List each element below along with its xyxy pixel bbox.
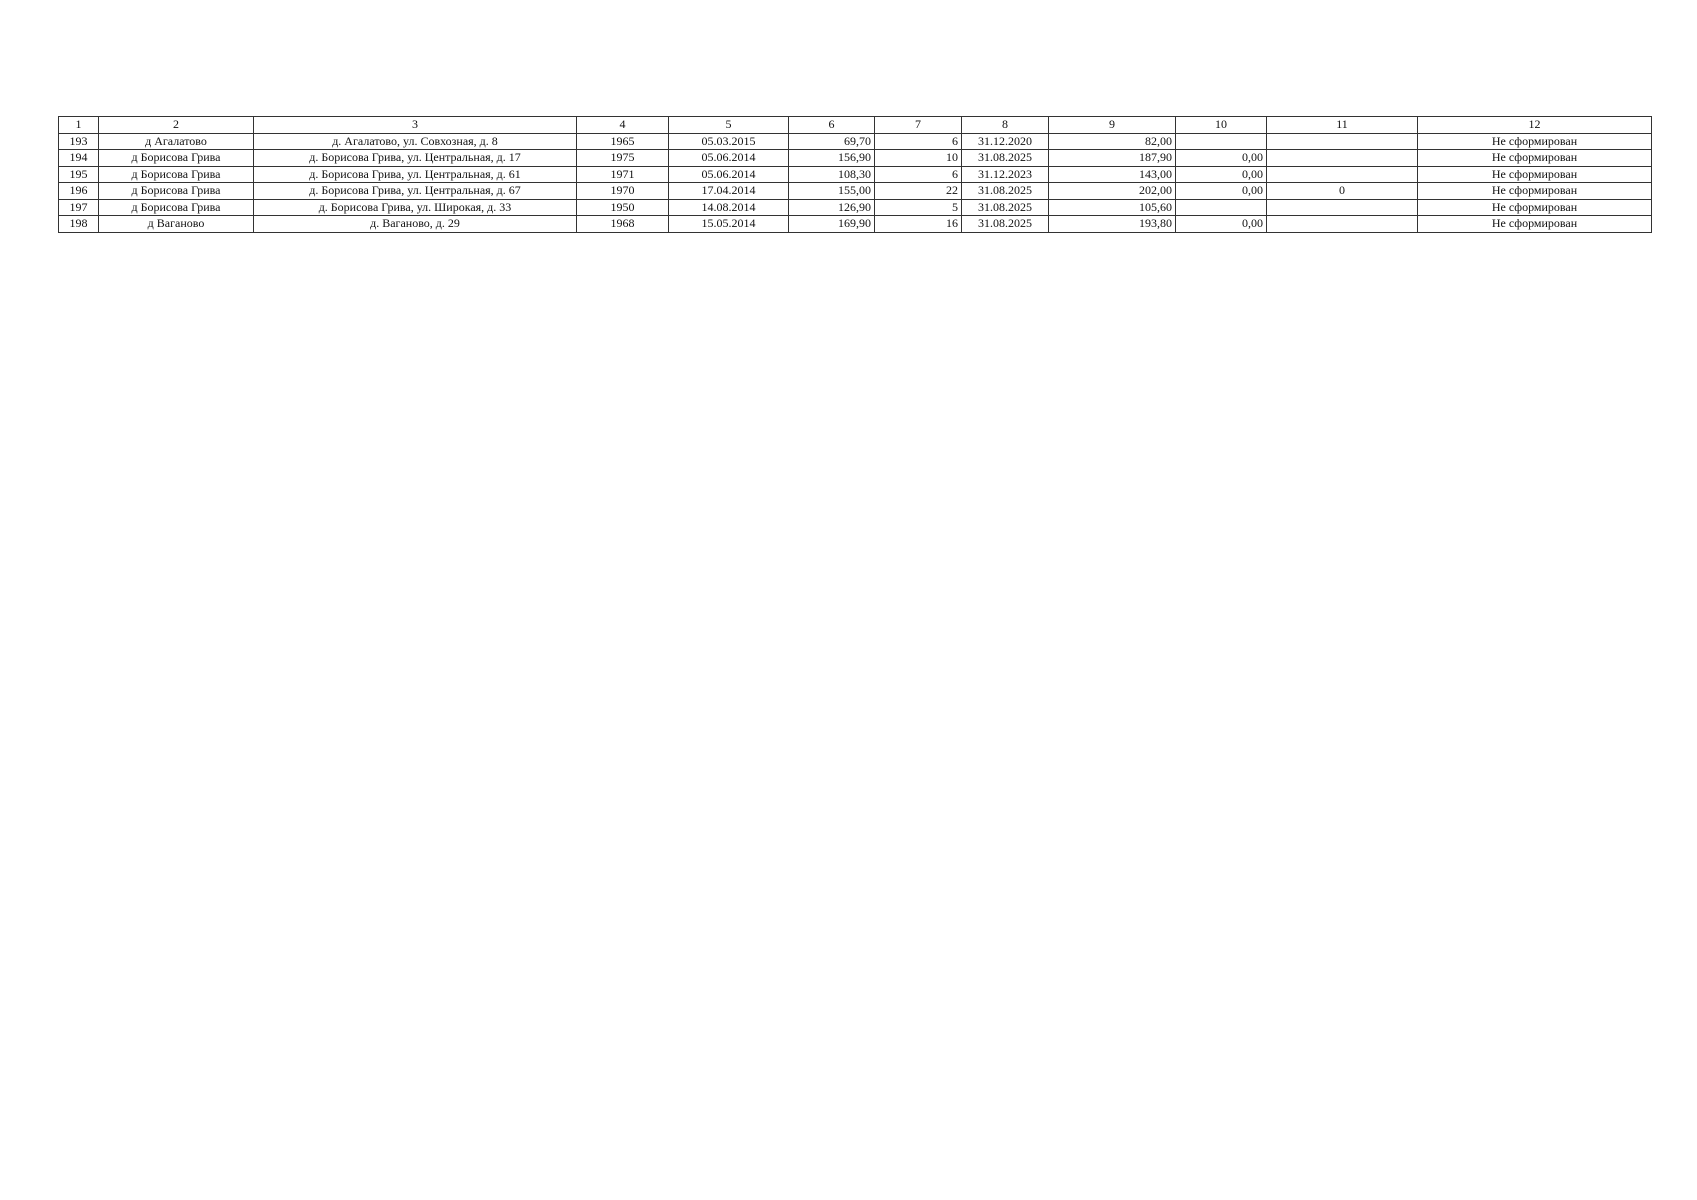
housing-table [58, 116, 1652, 233]
table-cell: 1975 [577, 150, 669, 167]
table-row [59, 216, 1652, 233]
column-number-4: 4 [577, 117, 669, 134]
table-cell [1267, 166, 1418, 183]
table-cell: 31.12.2020 [962, 133, 1049, 150]
table-cell: 82,00 [1049, 133, 1176, 150]
table-cell: 69,70 [789, 133, 875, 150]
table-cell [1176, 199, 1267, 216]
table-cell: 05.06.2014 [669, 166, 789, 183]
table-cell: Не сформирован [1418, 166, 1652, 183]
table-cell: 196 [59, 183, 99, 200]
table-cell: 193 [59, 133, 99, 150]
table-cell: 6 [875, 166, 962, 183]
table-cell: д Агалатово [99, 133, 254, 150]
table-cell: д Ваганово [99, 216, 254, 233]
table-cell [1267, 150, 1418, 167]
table-cell: 05.06.2014 [669, 150, 789, 167]
table-cell: д. Ваганово, д. 29 [254, 216, 577, 233]
table-cell: Не сформирован [1418, 183, 1652, 200]
table-cell: 31.08.2025 [962, 183, 1049, 200]
table-row [59, 199, 1652, 216]
table-cell: 126,90 [789, 199, 875, 216]
column-number-10: 10 [1176, 117, 1267, 134]
column-number-9: 9 [1049, 117, 1176, 134]
table-cell: 10 [875, 150, 962, 167]
table-cell: д. Агалатово, ул. Совхозная, д. 8 [254, 133, 577, 150]
table-cell: 197 [59, 199, 99, 216]
column-number-1: 1 [59, 117, 99, 134]
table-cell: д Борисова Грива [99, 150, 254, 167]
table-cell [1267, 216, 1418, 233]
table-cell: 1950 [577, 199, 669, 216]
table-cell: 16 [875, 216, 962, 233]
table-row [59, 133, 1652, 150]
table-cell: 6 [875, 133, 962, 150]
table-cell: 202,00 [1049, 183, 1176, 200]
table-cell: д. Борисова Грива, ул. Центральная, д. 61 [254, 166, 577, 183]
table-header-row [59, 117, 1652, 134]
housing-register-sheet [58, 116, 1651, 233]
table-cell: д. Борисова Грива, ул. Широкая, д. 33 [254, 199, 577, 216]
column-number-7: 7 [875, 117, 962, 134]
table-cell: 31.08.2025 [962, 199, 1049, 216]
table-cell: 105,60 [1049, 199, 1176, 216]
column-number-3: 3 [254, 117, 577, 134]
table-cell [1176, 133, 1267, 150]
table-cell: 17.04.2014 [669, 183, 789, 200]
table-cell: 1968 [577, 216, 669, 233]
table-cell: Не сформирован [1418, 216, 1652, 233]
table-cell: 187,90 [1049, 150, 1176, 167]
table-cell: 22 [875, 183, 962, 200]
table-cell: 5 [875, 199, 962, 216]
table-row [59, 166, 1652, 183]
table-cell: 31.12.2023 [962, 166, 1049, 183]
table-row [59, 183, 1652, 200]
table-cell: д. Борисова Грива, ул. Центральная, д. 17 [254, 150, 577, 167]
table-cell: 31.08.2025 [962, 150, 1049, 167]
table-cell: 198 [59, 216, 99, 233]
table-cell: 31.08.2025 [962, 216, 1049, 233]
table-cell: 14.08.2014 [669, 199, 789, 216]
table-cell: 169,90 [789, 216, 875, 233]
table-cell: 143,00 [1049, 166, 1176, 183]
table-cell: 05.03.2015 [669, 133, 789, 150]
table-cell: Не сформирован [1418, 150, 1652, 167]
table-cell: 0 [1267, 183, 1418, 200]
table-cell: 108,30 [789, 166, 875, 183]
table-cell [1267, 199, 1418, 216]
table-cell [1267, 133, 1418, 150]
table-cell: 155,00 [789, 183, 875, 200]
table-cell: 1965 [577, 133, 669, 150]
column-number-2: 2 [99, 117, 254, 134]
table-row [59, 150, 1652, 167]
column-number-6: 6 [789, 117, 875, 134]
column-number-8: 8 [962, 117, 1049, 134]
column-number-5: 5 [669, 117, 789, 134]
table-cell: 156,90 [789, 150, 875, 167]
table-cell: 0,00 [1176, 150, 1267, 167]
table-cell: д Борисова Грива [99, 166, 254, 183]
table-cell: 193,80 [1049, 216, 1176, 233]
table-cell: 0,00 [1176, 183, 1267, 200]
table-cell: д. Борисова Грива, ул. Центральная, д. 67 [254, 183, 577, 200]
table-cell: 1971 [577, 166, 669, 183]
table-cell: 0,00 [1176, 166, 1267, 183]
column-number-12: 12 [1418, 117, 1652, 134]
table-cell: Не сформирован [1418, 199, 1652, 216]
table-cell: д Борисова Грива [99, 199, 254, 216]
table-cell: 194 [59, 150, 99, 167]
table-cell: 0,00 [1176, 216, 1267, 233]
table-cell: 1970 [577, 183, 669, 200]
column-number-11: 11 [1267, 117, 1418, 134]
table-cell: 195 [59, 166, 99, 183]
table-cell: д Борисова Грива [99, 183, 254, 200]
table-cell: 15.05.2014 [669, 216, 789, 233]
table-cell: Не сформирован [1418, 133, 1652, 150]
